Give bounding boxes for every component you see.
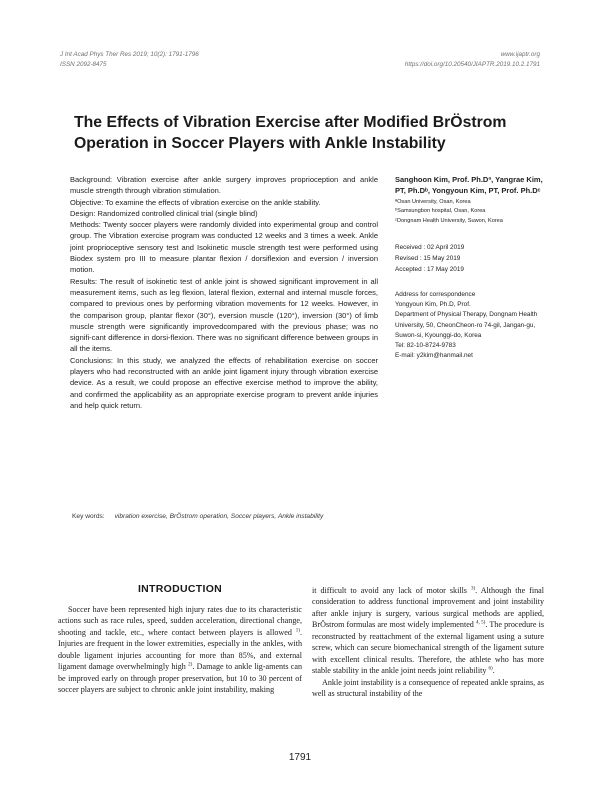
abstract-background: Background: Vibration exercise after ankle surgery improves proprioception and ankle muscle strength through vibration stimulation. [70, 175, 378, 196]
journal-header-left [60, 50, 199, 70]
abstract [70, 174, 378, 411]
affiliation-a: ªOsan University, Osan, Korea [395, 198, 471, 205]
keywords [72, 513, 323, 520]
citation: 2) [188, 662, 193, 668]
date-received: Received : 02 April 2019 [395, 243, 465, 251]
body-column-right [312, 585, 544, 700]
intro-text: it difficult to avoid any lack of motor skills [312, 586, 467, 595]
page-number: 1791 [288, 752, 312, 763]
intro-text: . Damage to ankle lig-aments can be improved early on through proper preservation, but 10 to 30 percent of soccer players are subject to chronic ankle joint instability, making [58, 662, 303, 695]
paper-title: The Effects of Vibration Exercise after Modified BrÖstrom Operation in Soccer Players with Ankle Instability [74, 114, 507, 152]
keywords-label: Key words: [72, 513, 105, 520]
citation: 1) [295, 628, 300, 634]
introduction-heading: INTRODUCTION [137, 583, 223, 595]
abstract-results: Results: The result of isokinetic test of ankle joint is showed significant improvement in all measurement items, such as leg flexion, lateral flexion, external and internal muscle forces, compared to previous ones by performing vibration movements for 12 weeks. However, in the comparison group, plantar flexor (30°), eversion muscle (120°), inversion (30°) of limb muscle strength were significantly improvedcompared with the previous phase; was no signifi-cant difference in dorsi-flexion. There was no significant difference between groups in all the items. [70, 276, 378, 354]
abstract-conclusions: Conclusions: In this study, we analyzed the effects of rehabilitation exercise on soccer players who had reconstructed with an ankle joint ligament injury through vibration exercise device. As a result, we could propose an effective exercise method to improve the ability, and confirmed the applicability as an appropriate exercise program to prevent ankle injuries and help quick return. [70, 355, 378, 410]
journal-doi[interactable]: https://doi.org/10.20540/JIAPTR.2019.10.2.1791 [404, 61, 540, 68]
date-revised: Revised : 15 May 2019 [395, 254, 461, 262]
journal-header-right [405, 50, 540, 70]
affiliations [395, 198, 545, 227]
date-accepted: Accepted : 17 May 2019 [395, 265, 464, 273]
affiliation-c: ᶜDongnam Health University, Suwon, Korea [395, 218, 503, 225]
article-dates [395, 242, 545, 275]
intro-text: . Injuries are frequent in the lower extremities, especially in the ankles, with double ligament injuries accounting for more than 85%, and external ligament damage overwhelmingly high [58, 627, 302, 672]
author-names: Sanghoon Kim, Prof. Ph.Dª, Yangrae Kim, PT, Ph.Dᵇ, Yongyoun Kim, PT, Prof. Ph.Dᶜ [395, 175, 543, 196]
correspondence-address: Department of Physical Therapy, Dongnam Health University, 50, CheonCheon-ro 74-gil, Jangan-gu, Suwon-si, Kyounggi-do, Korea [395, 311, 538, 339]
correspondence-heading: Address for correspondence [395, 290, 476, 298]
intro-text: . [492, 666, 495, 676]
correspondence-email[interactable]: E-mail: y2kim@hanmail.net [395, 352, 473, 360]
journal-issn: ISSN 2092-8475 [60, 61, 107, 68]
author-sidebar [395, 174, 545, 362]
correspondence-details [395, 300, 545, 362]
intro-paragraph: Ankle joint instability is a consequence of repeated ankle sprains, as well as structural instability of the [312, 677, 544, 699]
intro-text: . The procedure is reconstructed by reattachment of the external ligament using a suture screw, which can secure biomechanical strength of the ligament suture with excellent clinical results. Therefore, the athlete who has more stable stability in the ankle joint needs joint reliability [312, 620, 544, 676]
correspondence-phone: Tel: 82-10-8724-9783 [395, 342, 456, 350]
body-column-left [58, 604, 302, 696]
keywords-value: vibration exercise, BrÖstrom operation, Soccer players, Ankle instability [114, 513, 324, 520]
intro-paragraph [58, 604, 302, 696]
journal-citation: J Int Acad Phys Ther Res 2019; 10(2): 1791-1796 [60, 51, 199, 58]
intro-text: Soccer have been represented high injury rates due to its characteristic actions such as race rules, speed, sudden acceleration, directional change, shooting and tackle, etc., where contact between players is allowed [58, 605, 302, 637]
abstract-design: Design: Randomized controlled clinical trial (single blind) [70, 208, 258, 218]
citation: 4, 5) [476, 620, 486, 626]
citation: 3) [470, 586, 476, 592]
correspondence-name: Yongyoun Kim, Ph.D, Prof. [395, 300, 471, 308]
affiliation-b: ᵇSamsungbon hospital, Osan, Korea [395, 208, 486, 215]
abstract-objective: Objective: To examine the effects of vibration exercise on the ankle stability. [70, 197, 321, 207]
citation: 6) [488, 666, 493, 672]
journal-website[interactable]: www.ijaptr.org [500, 51, 540, 58]
intro-paragraph [312, 585, 544, 677]
intro-text: . Although the final consideration to address functional improvement and joint instability after ankle injury is surgery, various surgical methods are applied, BrÖstrom formulas are most widely implemented [312, 586, 544, 630]
abstract-methods: Methods: Twenty soccer players were randomly divided into experimental group and control group. The Vibration exercise program was conducted 12 weeks and 3 times a week. Ankle joint proprioceptive sensory test and Isokinetic muscle strength test were performed using Biodex system pro III to measure plantar flexion / dorsiflexion and eversion / inversion motion. [70, 220, 378, 275]
